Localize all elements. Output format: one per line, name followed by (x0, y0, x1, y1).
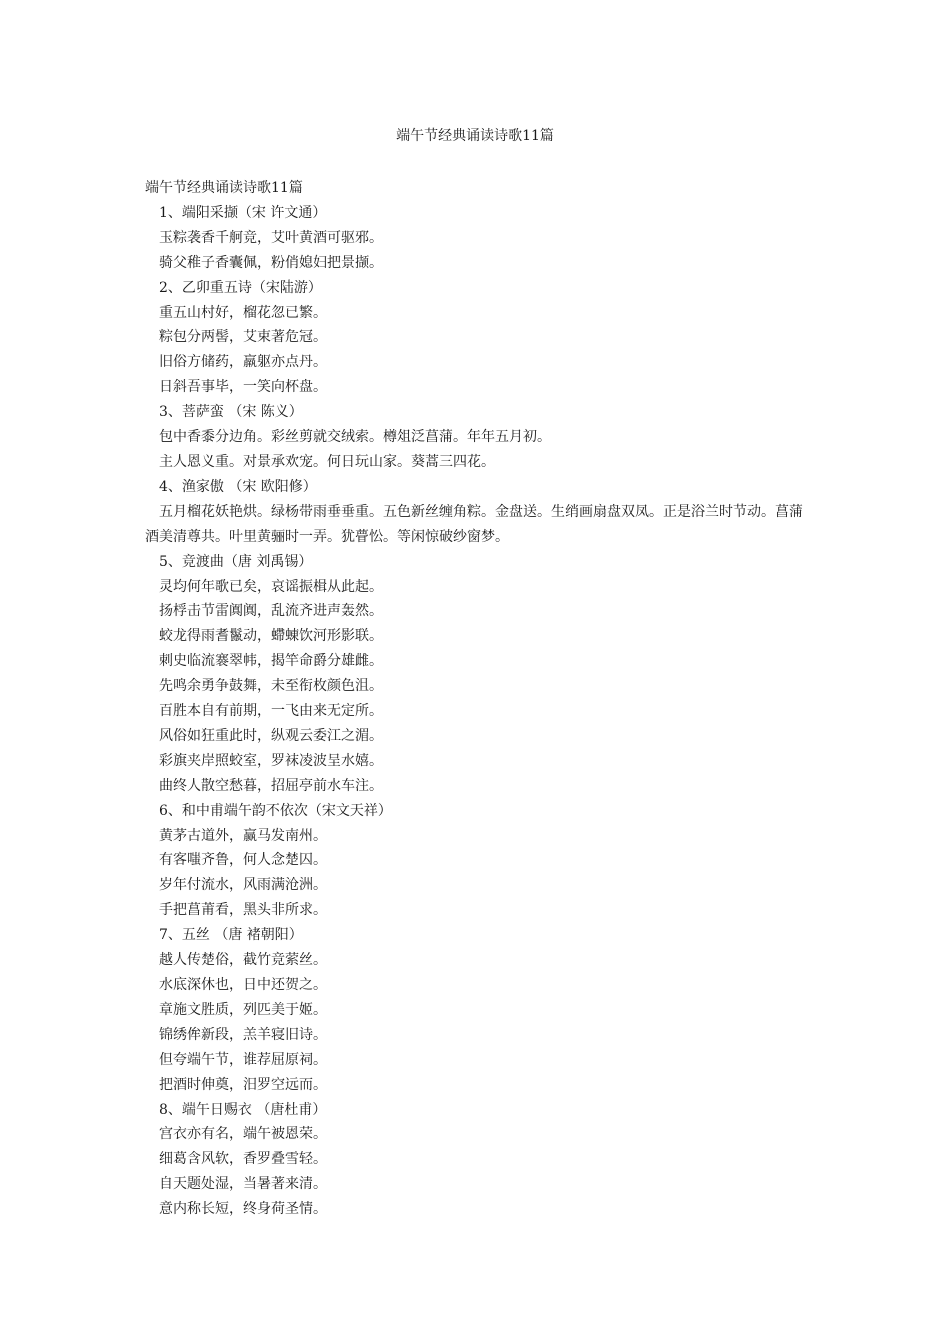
poem-title: 7、五丝 （唐 褚朝阳） (159, 927, 303, 944)
poem-line: 五月榴花妖艳烘。绿杨带雨垂垂重。五色新丝缠角粽。金盘送。生绡画扇盘双凤。正是浴兰时节动。菖蒲酒美清尊共。叶里黄骊时一弄。犹瞢忪。等闲惊破纱窗梦。 (145, 503, 803, 545)
document-heading: 端午节经典诵读诗歌11篇 (145, 180, 303, 196)
document-body (145, 176, 810, 1222)
poem-title: 6、和中甫端午韵不依次（宋文天祥） (159, 802, 392, 819)
poem-line: 粽包分两髻，艾束著危冠。 (159, 329, 327, 346)
poem-line: 宫衣亦有名，端午被恩荣。 (159, 1126, 327, 1143)
poem-line: 章施文胜质，列匹美于姬。 (159, 1001, 327, 1018)
poem-line: 百胜本自有前期，一飞由来无定所。 (159, 703, 383, 720)
poem-line: 灵均何年歌已矣，哀谣振楫从此起。 (159, 578, 383, 595)
poem-line: 彩旗夹岸照蛟室，罗袜凌波呈水嬉。 (159, 752, 383, 769)
poem-line: 锦绣侔新段，羔羊寝旧诗。 (159, 1026, 327, 1043)
poem-line: 先鸣余勇争鼓舞，未至衔枚颜色沮。 (159, 678, 383, 695)
poem-title: 4、渔家傲 （宋 欧阳修） (159, 478, 317, 495)
poem-title: 8、端午日赐衣 （唐杜甫） (159, 1101, 327, 1118)
poem-line: 曲终人散空愁暮，招屈亭前水车注。 (159, 777, 383, 794)
poem-line: 自天题处湿，当暑著来清。 (159, 1176, 327, 1193)
poem-line: 日斜吾事毕，一笑向杯盘。 (159, 379, 327, 396)
poem-title: 5、竞渡曲（唐 刘禹锡） (159, 553, 313, 570)
poem-line: 但夸端午节，谁荐屈原祠。 (159, 1051, 327, 1068)
poem-line: 骑父稚子香囊佩，粉俏媳妇把景撷。 (159, 254, 383, 271)
poem-line: 重五山村好，榴花忽已繁。 (159, 304, 327, 321)
poem-title: 2、乙卯重五诗（宋陆游） (159, 279, 322, 296)
poem-line: 细葛含风软，香罗叠雪轻。 (159, 1151, 327, 1168)
poem-line: 把酒时伸奠，汨罗空远而。 (159, 1076, 327, 1093)
poem-line: 黄茅古道外，赢马发南州。 (159, 827, 327, 844)
poem-line: 包中香黍分边角。彩丝剪就交绒索。樽俎泛菖蒲。年年五月初。 (159, 429, 551, 446)
poem-title: 3、菩萨蛮 （宋 陈义） (159, 404, 303, 421)
poem-line: 越人传楚俗，截竹竞萦丝。 (159, 952, 327, 969)
poem-line: 扬桴击节雷阗阗，乱流齐进声轰然。 (159, 603, 383, 620)
poem-line: 意内称长短，终身荷圣情。 (159, 1201, 327, 1218)
poem-line: 蛟龙得雨耆鬣动，螮蝀饮河形影联。 (159, 628, 383, 645)
poem-line: 岁年付流水，风雨满沧洲。 (159, 877, 327, 894)
poem-line: 水底深休也，日中还贺之。 (159, 977, 327, 993)
poem-line: 玉粽袭香千舸竞，艾叶黄酒可驱邪。 (159, 229, 383, 246)
poem-line: 主人恩义重。对景承欢宠。何日玩山家。葵蒿三四花。 (159, 453, 495, 470)
poem-line: 风俗如狂重此时，纵观云委江之湄。 (159, 727, 383, 744)
poem-line: 刺史临流褰翠帏，揭竿命爵分雄雌。 (159, 653, 383, 670)
poem-title: 1、端阳采撷（宋 许文通） (159, 204, 327, 221)
poem-line: 旧俗方储药，羸躯亦点丹。 (159, 354, 327, 371)
poem-line: 手把菖莆看，黑头非所求。 (159, 902, 327, 919)
poem-line: 有客嗤齐鲁，何人念楚囚。 (159, 852, 327, 869)
page-title: 端午节经典诵读诗歌11篇 (396, 128, 554, 144)
